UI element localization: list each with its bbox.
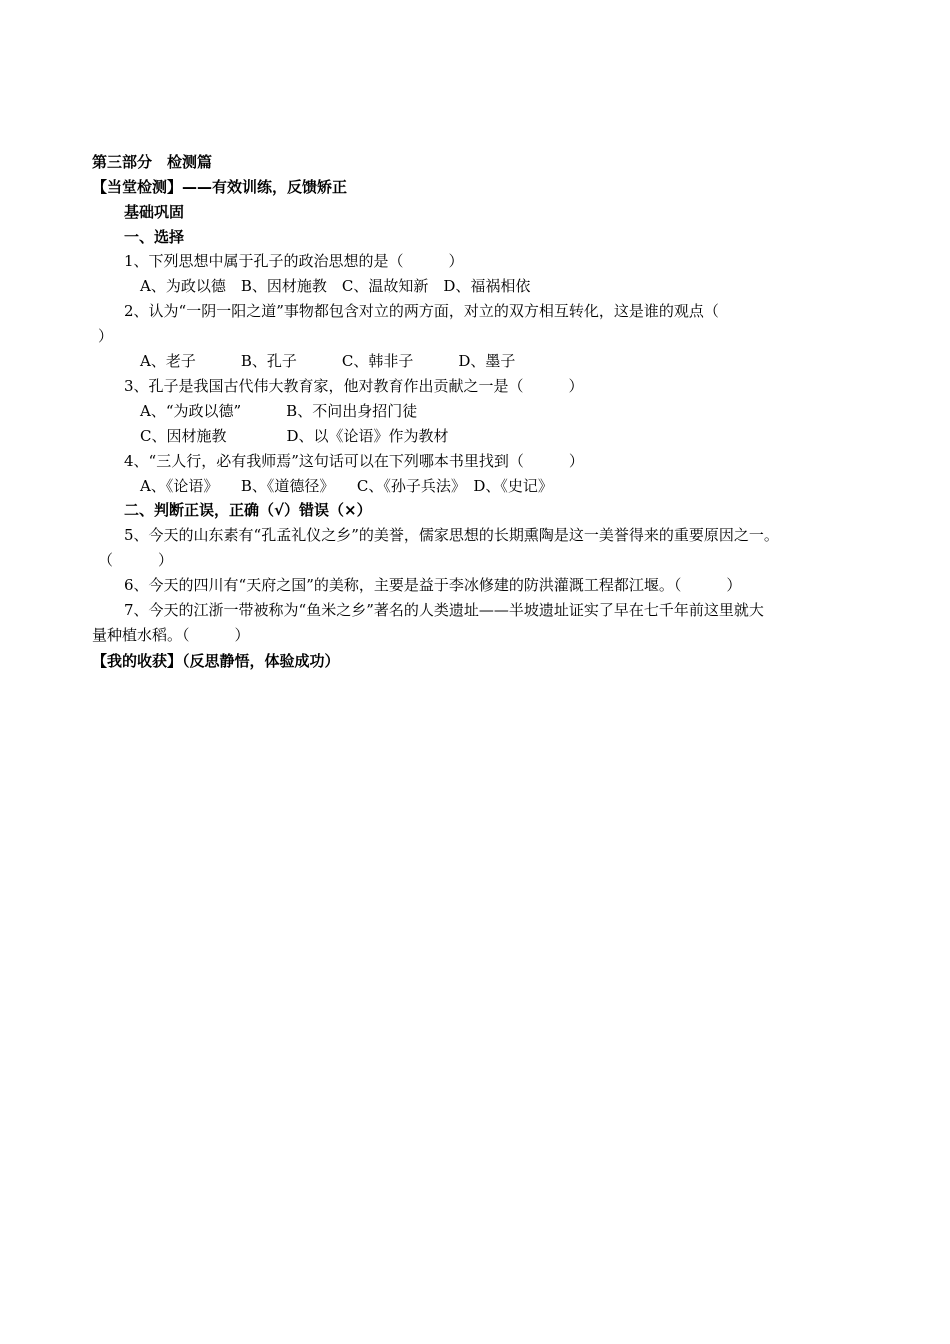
question-4-options: A、《论语》 B、《道德径》 C、《孙子兵法》 D、《史记》 [140, 477, 553, 495]
harvest-heading: 【我的收获】（反思静悟，体验成功） [92, 652, 340, 670]
question-7-text-continued: 量种植水稻。（ ） [92, 626, 250, 644]
question-6-text: 6、今天的四川有“天府之国”的美称，主要是益于李冰修建的防洪灌溉工程都江堰。（ ） [124, 576, 742, 594]
question-3-stem: 3、孔子是我国古代伟大教育家，他对教育作出贡献之一是（ ） [124, 377, 584, 395]
question-5-answer-blank: （ ） [98, 551, 174, 569]
question-5-text: 5、今天的山东素有“孔孟礼仪之乡”的美誉，儒家思想的长期熏陶是这一美誉得来的重要原因之一。 [124, 526, 779, 544]
question-2-options: A、老子 B、孔子 C、韩非子 D、墨子 [140, 352, 516, 370]
judge-heading: 二、判断正误，正确（√）错误（×） [124, 501, 372, 519]
question-2-stem-continued: ） [98, 327, 114, 345]
sub-heading: 基础巩固 [124, 203, 185, 221]
choice-heading: 一、选择 [124, 228, 185, 246]
question-7-text: 7、今天的江浙一带被称为“鱼米之乡”著名的人类遗址——半坡遗址证实了早在七千年前这里就大 [124, 601, 764, 619]
section-heading: 【当堂检测】——有效训练，反馈矫正 [92, 178, 348, 196]
question-4-stem: 4、“三人行，必有我师焉”这句话可以在下列哪本书里找到（ ） [124, 452, 584, 470]
question-2-stem: 2、认为“一阴一阳之道”事物都包含对立的两方面，对立的双方相互转化，这是谁的观点（ [124, 302, 719, 320]
question-3-options-row2: C、因材施教 D、以《论语》作为教材 [140, 427, 449, 445]
part-title: 第三部分 检测篇 [92, 153, 213, 171]
question-1-stem: 1、下列思想中属于孔子的政治思想的是（ ） [124, 252, 464, 270]
question-3-options-row1: A、“为政以德” B、不问出身招门徒 [140, 402, 418, 420]
question-1-options: A、为政以德 B、因材施教 C、温故知新 D、福祸相依 [140, 277, 531, 295]
